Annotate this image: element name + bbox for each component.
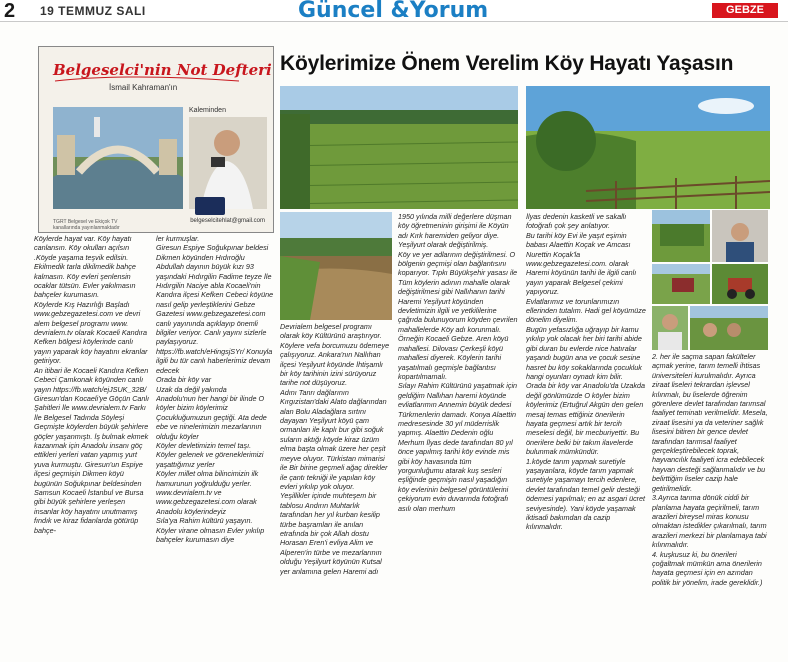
article-column-2: ler kurmuşlar. Giresun Espiye Soğukpınar beldesi Dikmen köyünden Hıdıroğlu Abdullah dayının büyük kızı 93 yaşındaki Hıdırgilin Fadime teyze İle Hıdırgilin Naciye abla Kocaeli'nin Kandıra ilçesi Kefken Cebeci köyüne nasıl gelip yerleştiklerini Gebze Gazetesi www.gebzegazetesi.com canlı yayınında açıklayıp önemli bilgiler veriyor. Canlı yayını sizlerle paylaşıyoruz. https://fb.watch/eHingsjSYr/ Konuyla ilgili bu tür canlı haberlerimiz devam edecek Orada bir köy var Uzak da değil yakında Anadolu'nun her hangi bir ilinde O köyler bizim köylerimiz Çocukluğumuzun geçtiği. Ata dede ebe ve ninelerimizin mezarlarının olduğu köyler Köyler devletimizin temel taşı. Köyler gelenek ve göreneklerimizi yaşattığımız yerler Köyler millet olma bilincimizin ilk hamurunun yoğrulduğu yerler. www.devrialem.tv ve www.gebzegazetesi.com olarak Anadolu köylerindeyiz Sıla'ya Rahim kültürü yaşayın. Köyler virane olmasın Evler yıkılıp bahçeler kurumasın diye xyxy=(156,234,274,544)
article-column-4: 1950 yılında milli değerlere düşman köy öğretmeninin girişimi ile Köyün adı Kırk haremiden geliyor diye. Yeşilyurt olarak değiştirilmiş. Köy ve yer adlarının değiştirilmesi. O bölgenin geçmişi olan bağlantısını koparıyor. Tıpkı Büyükşehir yasası ile Tüm köylerin adının mahalle olarak değiştirilmesi gibi Nallıhanın tarihi Haremi Yeşilyurt köyünden devletimizin ilgili ve yetkililerine çağrıda bulunuyorum köyden çevrilen mahallelerde Köy adı korunmalı. Örneğin Kocaeli Gebze. Aren köyü mahallesi. Dilovası Çerkeşli köyü mahallesi diyerek. Köylerin tarihi yaşatılmalı geçmişle bağlantısı kopartılmamalı. Sılayı Rahim Kültürünü yaşatmak için geldiğim Nallıhan haremi köyünde evliatlarımın Annemin büyük dedesi Türkmenlerin damadı. Konya Alaettin medresesinde 30 yıl müderrislik yapmış. Alaettin Dedenin oğlu Merhum İlyas dede tarafından 80 yıl önce yapılmış tarihi köy evinde mis gibi köy havasında tüm yorgunluğumu atarak kuş sesleri eşliğinde geçmişin nasıl yaşadığın köy evlerinin belgesel görüntülerini çekiyorum evin duvarında fotoğrafı asılı olan merhum xyxy=(398,212,518,513)
issue-date: 19 TEMMUZ SALI xyxy=(40,4,146,18)
photo-village-4 xyxy=(712,264,768,304)
column-logo-footer: TGRT Belgesel ve Ekiçok TV kanallarında yayınlanmaktadır xyxy=(53,219,120,231)
section-title: Güncel &Yorum xyxy=(298,0,489,23)
photo-valley xyxy=(280,212,392,320)
article-headline: Köylerimize Önem Verelim Köy Hayatı Yaşasın xyxy=(280,52,734,75)
column-logo-title: Belgeselci'nin Not Defteri xyxy=(53,61,272,79)
article-column-6: 2. her ile saçma sapan fakülteler açmak yerine, tarım temelli ihtisas üniversiteleri kurulmalıdır. Ayrıca ziraat liseleri tekrardan işlevsel kılınmalı, bu liselerde öğrenim görenlere devlet tarafından tarımsal faaliyet teminatı verilmelidir. Mesela, ziraat lisesini ya da veteriner sağlık lisesini bitiren bir gence devlet tarafından tarımsal faaliyet gerçekleştirebilecek toprak, hayvancılık faaliyeti icra edebilecek hayvan desteği sağlanmalıdır ve bu belirttiğim liseler cazip hale getirilmelidir. 3.Ayrıca tarıma dönük ciddi bir planlama hayata geçirilmeli, tarım arazileri bireysel miras konusu olmaktan istedikler çıkarılmalı, tarım arazileri merkezi bir planlamaya tabi kılınmalıdır. 4. kuşkusuz ki, bu önerileri çoğaltmak mümkün ama önerilerin hayata geçmesi için en azından politik bir yönelim, irade gereklidir.) xyxy=(652,352,768,587)
photo-village-5 xyxy=(690,306,768,350)
photo-village-1 xyxy=(652,210,710,262)
photo-village-3 xyxy=(652,264,710,304)
photo-portrait xyxy=(652,306,688,350)
page-header xyxy=(0,0,788,22)
column-email: belgeselcitehlat@gmail.com xyxy=(190,218,265,224)
photo-orchard-fence xyxy=(526,86,770,209)
column-logo xyxy=(38,46,274,233)
photo-village-2 xyxy=(712,210,768,262)
article-column-5: İlyas dedenin kasketli ve sakallı fotoğrafı çok şey anlatıyor. Bu tarihi köy Evi ile yaşıt eşimin babası Alaettin Koçak ve Amcası Nurettin Koçak'la www.gebzegazetesi.com. olarak Haremi köyünün tarihi ile ilgili canlı yayın yaparak Belgesel çekimi yapıyoruz. Evlatlarımız ve torunlarımızın ellerinden tutalım. Hadi gel köyümüze dönelim diyelim. Bugün yefasızlığa uğrayıp bir kamu yıkılıp yok olacak her biri tarihi abide gibi duran bu evlerde nice hatıralar yaşandı bugün ana ve çocuk sesine hasret bu köy sokaklarında çocukluk hangi oyunları oynadı kim bilir. Orada bir köy var Anadolu'da Uzakda değil gönlümüzde O köyler bizim köylerimiz (Ertuğrul Akgün den gelen mesaj temas ettiğiniz önerilerin hayata geçmesi artık bir tercih meselesi değil, bir mecburiyettir. Bu önerilere belki bir takım ilavelerde bulunmak mümkündür. 1.köyde tarım yapmak suretiyle yaşayanlara, köyde tarım yapmak suretiyle yaşamayı tercih edenlere, devlet tarafından temel gelir desteği ödemesi yapılmalı; en az asgari ücret seviyesinde). Yani köyde yaşamak iktisadi bakımdan da cazip kılınmalıdır. xyxy=(526,212,646,532)
column-author: İsmail Kahraman'ın xyxy=(109,83,178,92)
photo-cornfield xyxy=(280,86,518,209)
page-number: 2 xyxy=(4,0,16,22)
article-column-1: Köylerde hayat var. Köy hayatı canlansın. Köy okulları açılsın .Köyde yaşama teşvik edilsin. Ekilmedik tarla dikilmedik bahçe kalmasın. Köy evleri şenlensin ocaklar tütsün. Evler yakılmasın bahçeler kurumasın. Köylerde Kış Hazırlığı Başladı www.gebzegazetesi.com ve devri alem belgesel programı www. devrialem.tv olarak Kocaeli Kandıra Kefken bölgesi köylerinde canlı yayın yaparak köy hayatını ekranlar getiriyor. An itibari ile Kocaeli Kandıra Kefken Cebeci Çamkonak köyünden canlı yayın https://fb.watch/ejJSUK_32B/ Giresun'dan Kocaeli'ye Göçün Canlı Şahitleri İle www.devrialem.tv Farkı İle Belgesel Tadında Söyleşi Geçmişte köylerden büyük şehirlere göçler yaşanmıştı. İş bulmak ekmek kazanmak için Anadolu insanı göç ettikleri yerleri vatan yapmış yurt yuva kurmuştu. Giresun'un Espiye ilçesi geçmişin Dikmen köyü bugünün Soğukpınar beldesinden Samsun Kocaeli İstanbul ve Bursa gibi büyük şehirlere yerleşen insanlar köy hayatını unutmamış fındık ve kiraz fidanlarda götürüp bahçe- xyxy=(34,234,150,535)
gebze-logo: GEBZE xyxy=(712,3,778,18)
column-subtitle: Kaleminden xyxy=(189,107,226,114)
article-column-3: Devrialem belgesel programı olarak köy Kültürünü araştırıyor. Köylere vefa borcumuzu ödemeye çalışıyoruz. Ankara'nın Nallıhan ilçesi Yeşilyurt köyünde İhtişamlı bir köy tarihinin izini sürüyoruz tarihe not düşüyoruz. Adını Tanrı dağlarının Kırgızistan'daki Alato dağlarından alan Bolu Aladağlara sırtını dayayan Yeşilyurt köyü çam ormanları ile kaplı bur gibi soğuk suların aktığı köyde kiraz üzüm elma başta olmak üzere her çeşit meyve oluyor. Türkistan mimarisi ile Bir birine geçmeli ağaç direkler ile çantı tekniği ile yapılan köy evleri yıkılıp yok oluyor. Yeşillikler içinde muhteşem bir tablosu Andırın Muhtarlık tarafından her yıl kurban kesilip türbe başramları ile anılan etrafında bir çok Allah dostu Horasan Eren'i evliya Alim ve Alperen'in türbe ve mezarlarının olduğu Yeşilyurt köyünün Kutsal yer anlamına gelen Haremi adı xyxy=(280,322,390,576)
